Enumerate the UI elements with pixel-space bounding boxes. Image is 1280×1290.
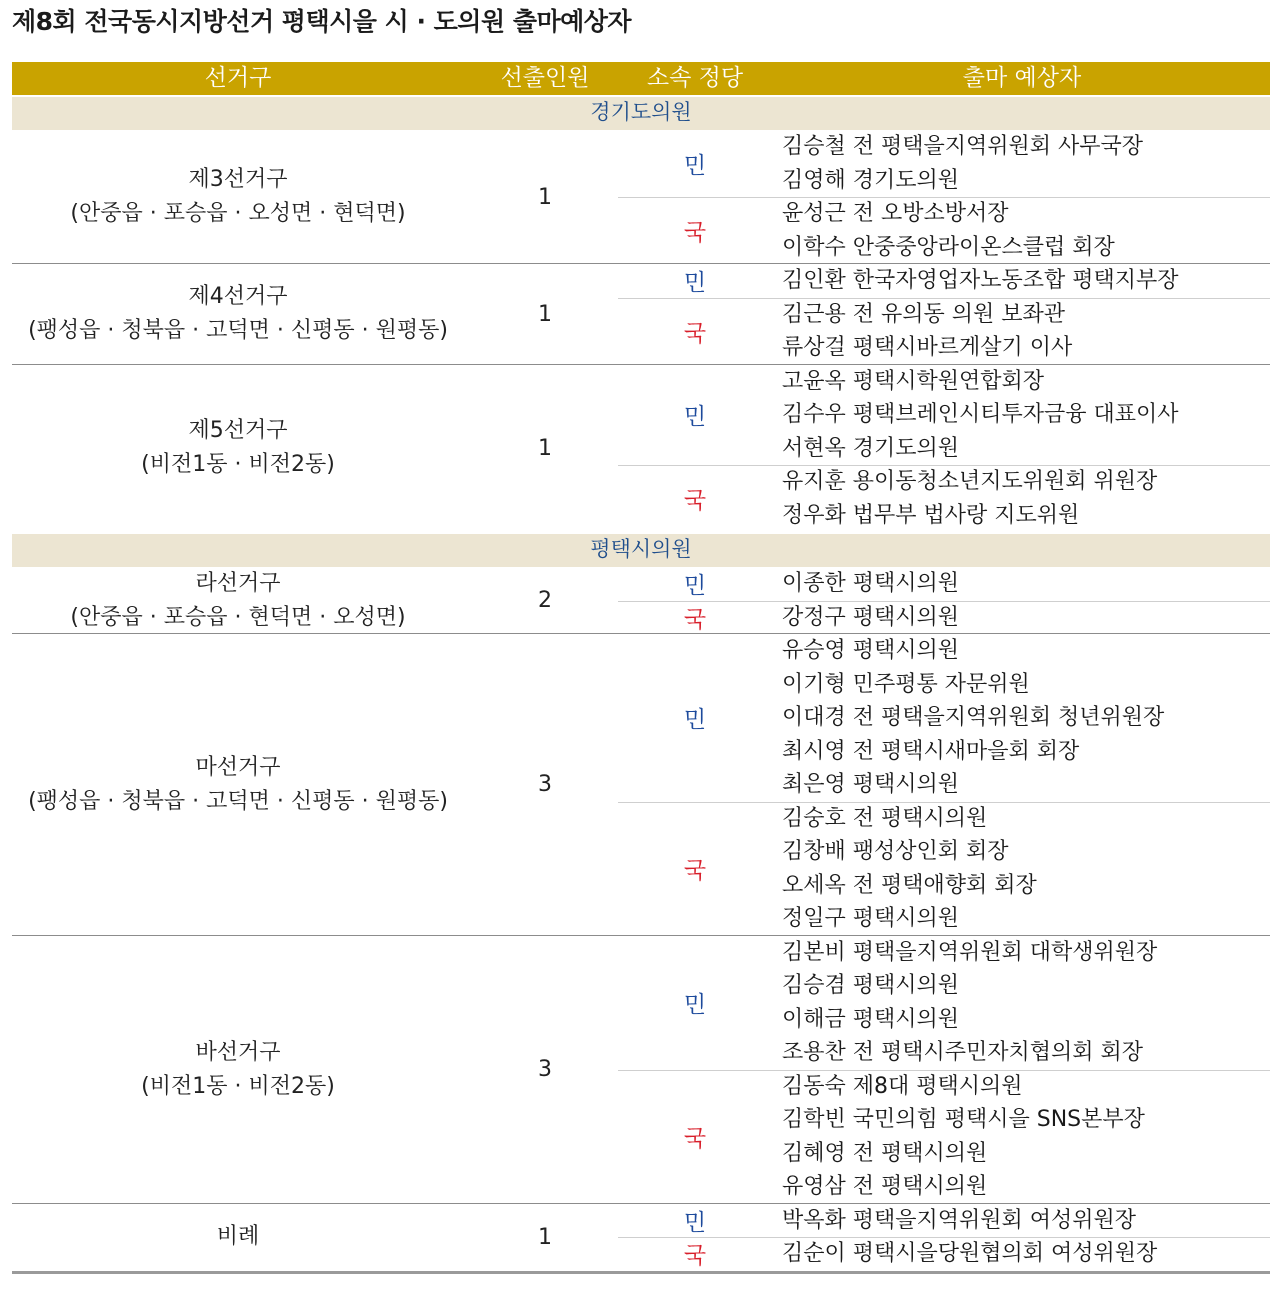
candidate-name: 유영삼 전 평택시의원 [782, 1174, 988, 1199]
seats-count: 1 [538, 1224, 552, 1250]
seats-count: 2 [538, 588, 552, 613]
district-cell [12, 634, 464, 936]
district-name: 제4선거구 [188, 284, 288, 310]
district-area: (비전1동 · 비전2동) [141, 452, 335, 478]
section-header: 경기도의원 [12, 95, 1270, 130]
table-bottom-rule [12, 1271, 1270, 1274]
party-badge-guk: 국 [683, 1243, 707, 1270]
candidate-name: 김인환 한국자영업자노동조합 평택지부장 [782, 268, 1179, 293]
district-area: (비전1동 · 비전2동) [141, 1073, 335, 1099]
candidates-table [12, 62, 1270, 1284]
candidate-name: 김영해 경기도의원 [782, 167, 960, 193]
candidate-name: 최시영 전 평택시새마을회 회장 [782, 738, 1080, 764]
candidate-name: 김수우 평택브레인시티투자금융 대표이사 [782, 402, 1179, 427]
candidate-list [782, 634, 1262, 802]
candidate-list [782, 1204, 1262, 1238]
party-badge-min: 민 [683, 992, 707, 1018]
district-name: 제5선거구 [188, 418, 288, 444]
party-badge-guk: 국 [683, 220, 707, 246]
candidate-name: 김학빈 국민의힘 평택시을 SNS본부장 [782, 1107, 1145, 1132]
party-badge-min: 민 [683, 1209, 707, 1236]
candidate-name: 김근용 전 유의동 의원 보좌관 [782, 301, 1065, 327]
candidate-list [782, 197, 1262, 264]
candidate-name: 이학수 안중중앙라이온스클럽 회장 [782, 234, 1115, 260]
candidate-name: 이기형 민주평통 자문위원 [782, 671, 1030, 697]
candidate-name: 정우화 법무부 법사랑 지도위원 [782, 502, 1080, 528]
candidate-list [782, 365, 1262, 466]
candidate-list [782, 465, 1262, 532]
district-name: 라선거구 [195, 570, 281, 596]
header-candidates: 출마 예상자 [962, 65, 1082, 91]
candidate-list [782, 936, 1262, 1070]
party-badge-min: 민 [683, 573, 707, 600]
candidate-name: 김창배 팽성상인회 회장 [782, 839, 1009, 864]
candidate-name: 김혜영 전 평택시의원 [782, 1140, 988, 1166]
candidate-list [782, 264, 1262, 298]
party-badge-min: 민 [683, 404, 707, 431]
district-area: (팽성읍 · 청북읍 · 고덕면 · 신평동 · 원평동) [28, 318, 448, 344]
candidate-list [782, 802, 1262, 936]
seats-count: 1 [538, 435, 552, 461]
candidate-list [782, 298, 1262, 365]
candidate-name: 최은영 평택시의원 [782, 772, 960, 797]
candidate-name: 서현옥 경기도의원 [782, 435, 960, 461]
page-title: 제8회 전국동시지방선거 평택시을 시 · 도의원 출마예상자 [12, 7, 632, 36]
district-cell [12, 1204, 464, 1271]
candidate-list [782, 601, 1262, 635]
candidate-name: 이종한 평택시의원 [782, 571, 960, 596]
district-name: 제3선거구 [188, 167, 288, 192]
candidate-name: 정일구 평택시의원 [782, 906, 960, 931]
candidate-name: 김본비 평택을지역위원회 대학생위원장 [782, 939, 1158, 965]
district-cell [12, 567, 464, 634]
candidate-list [782, 567, 1262, 601]
district-name: 바선거구 [195, 1039, 281, 1065]
party-badge-guk: 국 [683, 858, 707, 884]
candidate-name: 강정구 평택시의원 [782, 604, 960, 630]
candidate-name: 김동숙 제8대 평택시의원 [782, 1073, 1023, 1099]
table-header [12, 62, 1270, 95]
district-area: (팽성읍 · 청북읍 · 고덕면 · 신평동 · 원평동) [28, 788, 448, 814]
candidate-name: 이대경 전 평택을지역위원회 청년위원장 [782, 705, 1165, 730]
candidate-name: 유지훈 용이동청소년지도위원회 위원장 [782, 469, 1158, 494]
party-badge-guk: 국 [683, 1126, 707, 1152]
candidate-name: 오세옥 전 평택애향회 회장 [782, 872, 1037, 898]
district-name: 비례 [216, 1224, 260, 1249]
party-badge-min: 민 [683, 270, 707, 297]
district-name: 마선거구 [195, 754, 281, 780]
party-badge-guk: 국 [683, 488, 707, 514]
section-header: 평택시의원 [12, 532, 1270, 567]
candidate-list [782, 1237, 1262, 1271]
party-badge-min: 민 [683, 153, 707, 179]
candidate-name: 고윤옥 평택시학원연합회장 [782, 368, 1045, 394]
candidate-list [782, 130, 1262, 197]
party-badge-guk: 국 [683, 606, 707, 633]
district-cell [12, 365, 464, 533]
seats-count: 3 [538, 772, 552, 798]
candidate-name: 류상걸 평택시바르게살기 이사 [782, 335, 1073, 360]
party-badge-guk: 국 [683, 320, 707, 347]
candidate-name: 김승철 전 평택을지역위원회 사무국장 [782, 134, 1144, 159]
district-area: (안중읍 · 포승읍 · 현덕면 · 오성면) [70, 604, 406, 630]
district-cell [12, 130, 464, 264]
candidate-name: 조용찬 전 평택시주민자치협의회 회장 [782, 1040, 1144, 1065]
header-party: 소속 정당 [646, 65, 744, 91]
seats-count: 1 [538, 184, 552, 210]
district-cell [12, 264, 464, 365]
candidate-name: 김순이 평택시을당원협의회 여성위원장 [782, 1241, 1158, 1266]
candidate-name: 이해금 평택시의원 [782, 1006, 960, 1032]
candidate-name: 김숭호 전 평택시의원 [782, 805, 988, 831]
candidate-list [782, 1070, 1262, 1204]
party-badge-min: 민 [683, 707, 707, 734]
seats-count: 3 [538, 1057, 552, 1082]
candidate-name: 윤성근 전 오방소방서장 [782, 201, 1009, 226]
district-cell [12, 936, 464, 1204]
seats-count: 1 [538, 301, 552, 327]
candidate-name: 김승겸 평택시의원 [782, 973, 960, 998]
header-seats: 선출인원 [500, 65, 590, 91]
header-district: 선거구 [204, 65, 272, 91]
candidate-name: 박옥화 평택을지역위원회 여성위원장 [782, 1207, 1137, 1233]
candidate-name: 유승영 평택시의원 [782, 638, 960, 663]
district-area: (안중읍 · 포승읍 · 오성면 · 현덕면) [70, 201, 406, 226]
